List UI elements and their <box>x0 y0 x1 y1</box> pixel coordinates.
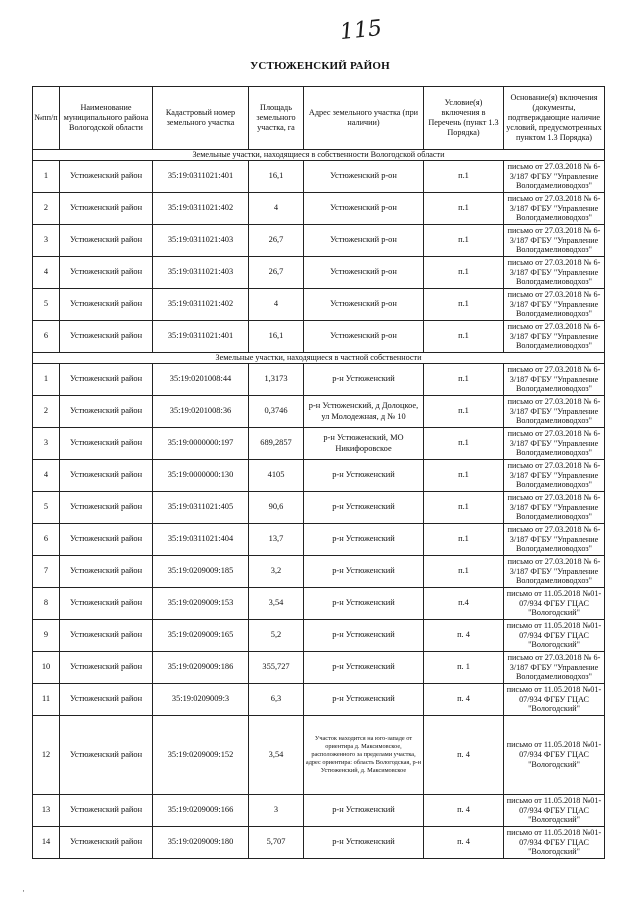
address-cell: р-н Устюженский <box>304 588 424 620</box>
section-header-row <box>33 353 605 364</box>
condition-cell: п.1 <box>424 364 504 396</box>
condition-cell: п. 4 <box>424 620 504 652</box>
row-number: 5 <box>33 289 60 321</box>
basis-cell: письмо от 27.03.2018 № 6-3/187 ФГБУ "Управление Вологдамелиоводхоз" <box>504 652 605 684</box>
table-row <box>33 716 605 795</box>
margin-mark: · <box>22 886 25 896</box>
district-cell: Устюженский район <box>60 364 153 396</box>
district-cell: Устюженский район <box>60 428 153 460</box>
condition-cell: п.1 <box>424 556 504 588</box>
condition-cell: п.1 <box>424 492 504 524</box>
area-cell: 4 <box>249 193 304 225</box>
table-row <box>33 225 605 257</box>
address-cell: р-н Устюженский <box>304 364 424 396</box>
basis-cell: письмо от 27.03.2018 № 6-3/187 ФГБУ "Управление Вологдамелиоводхоз" <box>504 161 605 193</box>
table-row <box>33 396 605 428</box>
basis-cell: письмо от 27.03.2018 № 6-3/187 ФГБУ "Управление Вологдамелиоводхоз" <box>504 460 605 492</box>
table-row <box>33 524 605 556</box>
area-cell: 13,7 <box>249 524 304 556</box>
basis-cell: письмо от 11.05.2018 №01-07/934 ФГБУ ГЦАС "Вологодский" <box>504 588 605 620</box>
area-cell: 90,6 <box>249 492 304 524</box>
land-plots-table <box>32 86 605 859</box>
address-cell: р-н Устюженский, МО Никифоровское <box>304 428 424 460</box>
cadastral-number-cell: 35:19:0000000:197 <box>153 428 249 460</box>
condition-cell: п.1 <box>424 161 504 193</box>
cadastral-number-cell: 35:19:0311021:403 <box>153 257 249 289</box>
row-number: 10 <box>33 652 60 684</box>
row-number: 3 <box>33 428 60 460</box>
document-title: УСТЮЖЕНСКИЙ РАЙОН <box>250 60 390 72</box>
table-row <box>33 257 605 289</box>
row-number: 6 <box>33 321 60 353</box>
row-number: 3 <box>33 225 60 257</box>
row-number: 13 <box>33 795 60 827</box>
area-cell: 4105 <box>249 460 304 492</box>
area-cell: 355,727 <box>249 652 304 684</box>
row-number: 12 <box>33 716 60 795</box>
cadastral-number-cell: 35:19:0209009:153 <box>153 588 249 620</box>
basis-cell: письмо от 27.03.2018 № 6-3/187 ФГБУ "Управление Вологдамелиоводхоз" <box>504 225 605 257</box>
condition-cell: п.1 <box>424 257 504 289</box>
area-cell: 3,2 <box>249 556 304 588</box>
basis-cell: письмо от 11.05.2018 №01-07/934 ФГБУ ГЦАС "Вологодский" <box>504 795 605 827</box>
basis-cell: письмо от 27.03.2018 № 6-3/187 ФГБУ "Управление Вологдамелиоводхоз" <box>504 364 605 396</box>
section-title: Земельные участки, находящиеся в частной собственности <box>33 353 605 364</box>
basis-cell: письмо от 27.03.2018 № 6-3/187 ФГБУ "Управление Вологдамелиоводхоз" <box>504 556 605 588</box>
cadastral-number-cell: 35:19:0201008:44 <box>153 364 249 396</box>
area-cell: 3,54 <box>249 588 304 620</box>
district-cell: Устюженский район <box>60 556 153 588</box>
basis-cell: письмо от 27.03.2018 № 6-3/187 ФГБУ "Управление Вологдамелиоводхоз" <box>504 428 605 460</box>
header-condition: Условие(я) включения в Перечень (пункт 1.3 Порядка) <box>424 87 504 150</box>
row-number: 11 <box>33 684 60 716</box>
cadastral-number-cell: 35:19:0311021:402 <box>153 193 249 225</box>
row-number: 1 <box>33 161 60 193</box>
condition-cell: п. 1 <box>424 652 504 684</box>
address-cell: р-н Устюженский <box>304 492 424 524</box>
address-cell: р-н Устюженский, д Долоцкое, ул Молодежная, д № 10 <box>304 396 424 428</box>
basis-cell: письмо от 27.03.2018 № 6-3/187 ФГБУ "Управление Вологдамелиоводхоз" <box>504 257 605 289</box>
address-cell: Участок находится на юго-западе от ориентира д. Максимовское, расположенного за пределами участка, адрес ориентира: область Вологодская, р-н Устюженский, д. Максимовское <box>304 716 424 795</box>
district-cell: Устюженский район <box>60 827 153 859</box>
table-row <box>33 364 605 396</box>
cadastral-number-cell: 35:19:0209009:166 <box>153 795 249 827</box>
cadastral-number-cell: 35:19:0209009:180 <box>153 827 249 859</box>
area-cell: 16,1 <box>249 161 304 193</box>
district-cell: Устюженский район <box>60 716 153 795</box>
basis-cell: письмо от 11.05.2018 №01-07/934 ФГБУ ГЦАС "Вологодский" <box>504 620 605 652</box>
row-number: 6 <box>33 524 60 556</box>
district-cell: Устюженский район <box>60 524 153 556</box>
district-cell: Устюженский район <box>60 289 153 321</box>
table-row <box>33 193 605 225</box>
cadastral-number-cell: 35:19:0000000:130 <box>153 460 249 492</box>
row-number: 14 <box>33 827 60 859</box>
row-number: 4 <box>33 460 60 492</box>
row-number: 1 <box>33 364 60 396</box>
header-district: Наименование муниципального района Вологодской области <box>60 87 153 150</box>
address-cell: р-н Устюженский <box>304 684 424 716</box>
district-cell: Устюженский район <box>60 225 153 257</box>
address-cell: р-н Устюженский <box>304 524 424 556</box>
row-number: 7 <box>33 556 60 588</box>
address-cell: р-н Устюженский <box>304 827 424 859</box>
condition-cell: п.1 <box>424 396 504 428</box>
area-cell: 5,2 <box>249 620 304 652</box>
condition-cell: п.1 <box>424 524 504 556</box>
condition-cell: п.1 <box>424 289 504 321</box>
table-row <box>33 289 605 321</box>
district-cell: Устюженский район <box>60 652 153 684</box>
area-cell: 3 <box>249 795 304 827</box>
condition-cell: п. 4 <box>424 827 504 859</box>
table-row <box>33 827 605 859</box>
table-row <box>33 321 605 353</box>
cadastral-number-cell: 35:19:0209009:186 <box>153 652 249 684</box>
address-cell: Устюженский р-он <box>304 257 424 289</box>
table-row <box>33 161 605 193</box>
district-cell: Устюженский район <box>60 588 153 620</box>
header-number: №пп/п <box>33 87 60 150</box>
cadastral-number-cell: 35:19:0209009:165 <box>153 620 249 652</box>
cadastral-number-cell: 35:19:0311021:404 <box>153 524 249 556</box>
basis-cell: письмо от 27.03.2018 № 6-3/187 ФГБУ "Управление Вологдамелиоводхоз" <box>504 321 605 353</box>
district-cell: Устюженский район <box>60 460 153 492</box>
row-number: 8 <box>33 588 60 620</box>
district-cell: Устюженский район <box>60 492 153 524</box>
table-row <box>33 652 605 684</box>
section-title: Земельные участки, находящиеся в собственности Вологодской области <box>33 150 605 161</box>
area-cell: 16,1 <box>249 321 304 353</box>
cadastral-number-cell: 35:19:0311021:405 <box>153 492 249 524</box>
handwritten-page-number: 115 <box>338 15 384 46</box>
area-cell: 5,707 <box>249 827 304 859</box>
area-cell: 3,54 <box>249 716 304 795</box>
basis-cell: письмо от 11.05.2018 №01-07/934 ФГБУ ГЦАС "Вологодский" <box>504 827 605 859</box>
cadastral-number-cell: 35:19:0311021:402 <box>153 289 249 321</box>
row-number: 2 <box>33 193 60 225</box>
address-cell: Устюженский р-он <box>304 225 424 257</box>
cadastral-number-cell: 35:19:0201008:36 <box>153 396 249 428</box>
table-header-row <box>33 87 605 150</box>
table-row <box>33 556 605 588</box>
row-number: 5 <box>33 492 60 524</box>
area-cell: 6,3 <box>249 684 304 716</box>
basis-cell: письмо от 27.03.2018 № 6-3/187 ФГБУ "Управление Вологдамелиоводхоз" <box>504 492 605 524</box>
header-cadastral-number: Кадастровый номер земельного участка <box>153 87 249 150</box>
table-row <box>33 620 605 652</box>
address-cell: р-н Устюженский <box>304 620 424 652</box>
basis-cell: письмо от 27.03.2018 № 6-3/187 ФГБУ "Управление Вологдамелиоводхоз" <box>504 524 605 556</box>
cadastral-number-cell: 35:19:0209009:3 <box>153 684 249 716</box>
condition-cell: п. 4 <box>424 795 504 827</box>
table-row <box>33 460 605 492</box>
address-cell: Устюженский р-он <box>304 289 424 321</box>
address-cell: р-н Устюженский <box>304 652 424 684</box>
cadastral-number-cell: 35:19:0209009:185 <box>153 556 249 588</box>
area-cell: 689,2857 <box>249 428 304 460</box>
cadastral-number-cell: 35:19:0311021:401 <box>153 321 249 353</box>
district-cell: Устюженский район <box>60 161 153 193</box>
table-row <box>33 795 605 827</box>
table-row <box>33 588 605 620</box>
district-cell: Устюженский район <box>60 257 153 289</box>
cadastral-number-cell: 35:19:0209009:152 <box>153 716 249 795</box>
header-basis: Основание(я) включения (документы, подтверждающие наличие условий, предусмотренных пунктом 1.3 Порядка) <box>504 87 605 150</box>
section-header-row <box>33 150 605 161</box>
condition-cell: п. 4 <box>424 684 504 716</box>
basis-cell: письмо от 11.05.2018 №01-07/934 ФГБУ ГЦАС "Вологодский" <box>504 684 605 716</box>
cadastral-number-cell: 35:19:0311021:403 <box>153 225 249 257</box>
condition-cell: п.1 <box>424 193 504 225</box>
address-cell: Устюженский р-он <box>304 321 424 353</box>
table-row <box>33 492 605 524</box>
basis-cell: письмо от 27.03.2018 № 6-3/187 ФГБУ "Управление Вологдамелиоводхоз" <box>504 289 605 321</box>
area-cell: 0,3746 <box>249 396 304 428</box>
address-cell: Устюженский р-он <box>304 161 424 193</box>
area-cell: 26,7 <box>249 225 304 257</box>
condition-cell: п. 4 <box>424 716 504 795</box>
district-cell: Устюженский район <box>60 396 153 428</box>
area-cell: 4 <box>249 289 304 321</box>
condition-cell: п.1 <box>424 460 504 492</box>
district-cell: Устюженский район <box>60 795 153 827</box>
row-number: 2 <box>33 396 60 428</box>
area-cell: 26,7 <box>249 257 304 289</box>
condition-cell: п.1 <box>424 428 504 460</box>
district-cell: Устюженский район <box>60 321 153 353</box>
cadastral-number-cell: 35:19:0311021:401 <box>153 161 249 193</box>
basis-cell: письмо от 27.03.2018 № 6-3/187 ФГБУ "Управление Вологдамелиоводхоз" <box>504 396 605 428</box>
basis-cell: письмо от 11.05.2018 №01-07/934 ФГБУ ГЦАС "Вологодский" <box>504 716 605 795</box>
district-cell: Устюженский район <box>60 193 153 225</box>
row-number: 9 <box>33 620 60 652</box>
condition-cell: п.1 <box>424 225 504 257</box>
address-cell: р-н Устюженский <box>304 460 424 492</box>
header-address: Адрес земельного участка (при наличии) <box>304 87 424 150</box>
row-number: 4 <box>33 257 60 289</box>
address-cell: р-н Устюженский <box>304 795 424 827</box>
header-area: Площадь земельного участка, га <box>249 87 304 150</box>
address-cell: Устюженский р-он <box>304 193 424 225</box>
district-cell: Устюженский район <box>60 684 153 716</box>
district-cell: Устюженский район <box>60 620 153 652</box>
table-row <box>33 684 605 716</box>
address-cell: р-н Устюженский <box>304 556 424 588</box>
area-cell: 1,3173 <box>249 364 304 396</box>
condition-cell: п.4 <box>424 588 504 620</box>
basis-cell: письмо от 27.03.2018 № 6-3/187 ФГБУ "Управление Вологдамелиоводхоз" <box>504 193 605 225</box>
condition-cell: п.1 <box>424 321 504 353</box>
table-row <box>33 428 605 460</box>
